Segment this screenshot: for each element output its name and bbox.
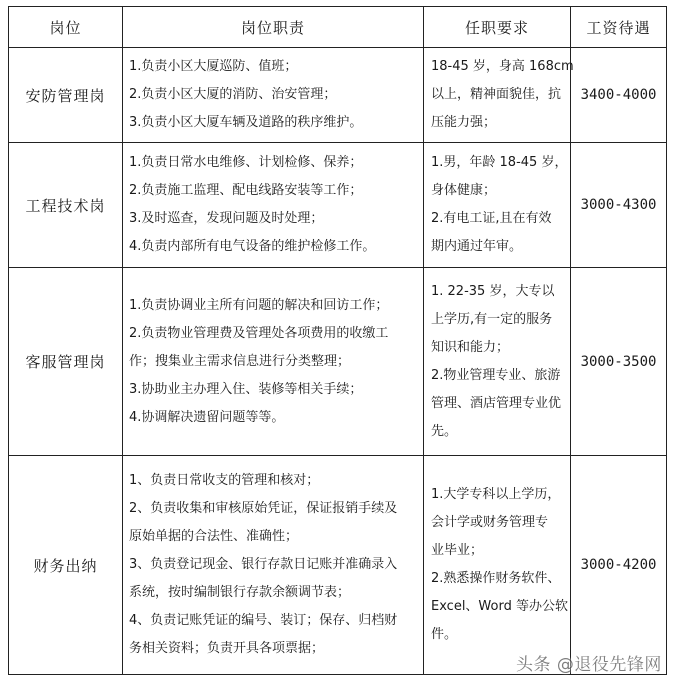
post-name: 工程技术岗 [9, 143, 123, 268]
salary: 3400-4000 [571, 48, 667, 143]
duty-line: 3.及时巡查，发现问题及时处理； [129, 211, 324, 226]
salary: 3000-3500 [571, 268, 667, 456]
post-name: 财务出纳 [9, 456, 123, 675]
watermark: 头条 @退役先锋网 [516, 655, 662, 675]
duty-line: 2.负责小区大厦的消防、治安管理； [129, 87, 337, 102]
requirement-line: 先。 [431, 423, 458, 439]
post-name: 安防管理岗 [9, 48, 123, 143]
requirement-line: 期内通过年审。 [431, 239, 523, 254]
duty-line: 2、负责收集和审核原始凭证，保证报销手续及 [129, 501, 398, 516]
duty-line: 4.负责内部所有电气设备的维护检修工作。 [129, 239, 376, 254]
duty-line: 系统，按时编制银行存款余额调节表； [129, 585, 351, 600]
duty-line: 3.协助业主办理入住、装修等相关手续； [129, 381, 363, 397]
duty-line: 2.负责施工监理、配电线路安装等工作； [129, 183, 363, 198]
requirement-line: 2.有电工证,且在有效 [431, 211, 552, 226]
requirement-line: 1.大学专科以上学历， [431, 487, 561, 502]
requirement-line: 身体健康； [431, 183, 497, 198]
duty-line: 1、负责日常收支的管理和核对； [129, 473, 320, 488]
duty-line: 务相关资料；负责开具各项票据； [129, 641, 325, 656]
duties-cell [123, 268, 424, 456]
header-row [9, 7, 667, 48]
duty-line: 1.负责协调业主所有问题的解决和回访工作； [129, 297, 389, 313]
table-row [9, 143, 667, 268]
requirement-line: 1.男，年龄 18-45 岁， [431, 155, 568, 170]
requirements-cell [424, 456, 571, 675]
requirement-line: 上学历,有一定的服务 [431, 311, 553, 327]
requirements-cell [424, 48, 574, 143]
job-table [8, 6, 667, 675]
requirement-line: 管理、酒店管理专业优 [431, 395, 562, 411]
header-requirements: 任职要求 [424, 7, 571, 48]
salary: 3000-4200 [571, 456, 667, 675]
requirement-line: 2.熟悉操作财务软件、 [431, 571, 561, 586]
requirement-line: 压能力强； [431, 115, 497, 130]
duty-line: 1.负责小区大厦巡防、值班； [129, 59, 298, 74]
requirement-line: 1. 22-35 岁，大专以 [431, 283, 555, 299]
requirements-cell [424, 143, 571, 268]
requirement-line: 以上，精神面貌佳，抗 [431, 87, 562, 102]
header-duties: 岗位职责 [123, 7, 424, 48]
requirement-line: 知识和能力； [431, 339, 510, 355]
header-post: 岗位 [9, 7, 123, 48]
requirement-line: 会计学或财务管理专 [431, 515, 549, 530]
duty-line: 作；搜集业主需求信息进行分类整理； [129, 353, 351, 369]
requirement-line: 件。 [431, 627, 458, 642]
duties-cell [123, 143, 424, 268]
duty-line: 4.协调解决遗留问题等等。 [129, 409, 285, 425]
duties-cell [123, 48, 424, 143]
duties-cell [123, 456, 424, 675]
requirement-line: 业毕业； [431, 543, 484, 558]
table-row [9, 48, 667, 143]
duty-line: 2.负责物业管理费及管理处各项费用的收缴工 [129, 325, 389, 341]
table-row [9, 268, 667, 456]
duty-line: 4、负责记账凭证的编号、装订；保存、归档财 [129, 613, 398, 628]
requirement-line: 2.物业管理专业、旅游 [431, 367, 561, 383]
table-row [9, 456, 667, 675]
duty-line: 3、负责登记现金、银行存款日记账并准确录入 [129, 557, 398, 572]
duty-line: 原始单据的合法性、准确性； [129, 529, 299, 544]
requirement-line: 18-45 岁，身高 168cm [431, 59, 574, 74]
header-salary: 工资待遇 [571, 7, 667, 48]
duty-line: 1.负责日常水电维修、计划检修、保养； [129, 155, 363, 170]
salary: 3000-4300 [571, 143, 667, 268]
post-name: 客服管理岗 [9, 268, 123, 456]
requirement-line: Excel、Word 等办公软 [431, 599, 568, 614]
requirements-cell [424, 268, 571, 456]
duty-line: 3.负责小区大厦车辆及道路的秩序维护。 [129, 115, 363, 130]
